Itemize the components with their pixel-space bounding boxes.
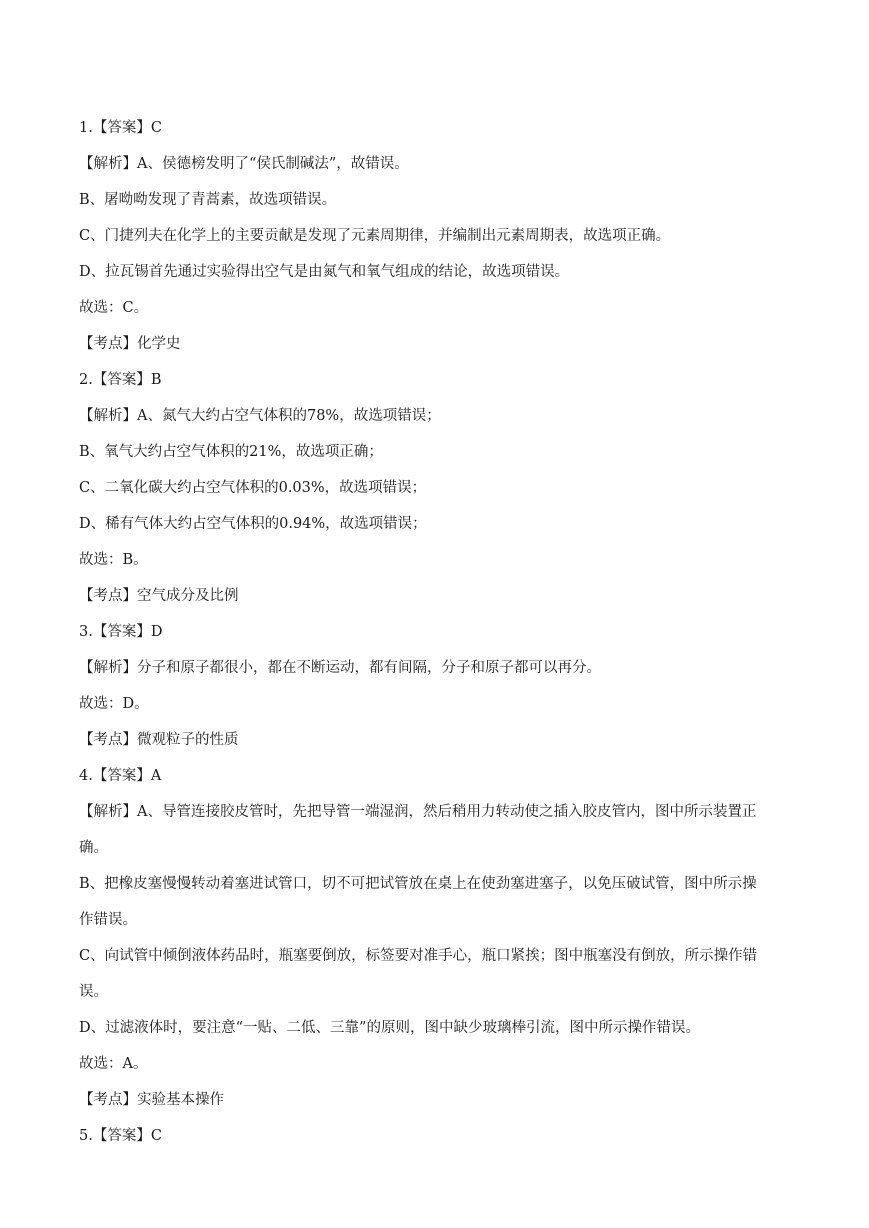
text-line: C、门捷列夫在化学上的主要贡献是发现了元素周期律，并编制出元素周期表，故选项正确。 [79, 228, 671, 244]
text-line: D、拉瓦锡首先通过实验得出空气是由氮气和氧气组成的结论，故选项错误。 [79, 264, 570, 280]
analysis-line: 【解析】A、导管连接胶皮管时，先把导管一端湿润，然后稍用力转动使之插入胶皮管内，图中所示装置正 [79, 804, 757, 820]
topic-line: 【考点】实验基本操作 [79, 1092, 224, 1108]
answer-line: 1.【答案】C [79, 120, 162, 136]
text-line: 误。 [79, 984, 108, 1000]
choice-line: 故选：C。 [79, 300, 149, 316]
topic-line: 【考点】空气成分及比例 [79, 588, 239, 604]
text-line: C、向试管中倾倒液体药品时，瓶塞要倒放，标签要对准手心，瓶口紧挨；图中瓶塞没有倒放，所示操作错 [79, 948, 758, 964]
answer-line: 4.【答案】A [79, 768, 162, 784]
topic-line: 【考点】化学史 [79, 336, 181, 352]
answer-line: 3.【答案】D [79, 624, 163, 640]
analysis-line: 【解析】分子和原子都很小，都在不断运动，都有间隔，分子和原子都可以再分。 [79, 660, 601, 676]
answer-key-content [79, 110, 799, 1154]
text-line: 确。 [79, 840, 108, 856]
analysis-line: 【解析】A、氮气大约占空气体积的78%，故选项错误； [79, 408, 441, 424]
text-line: D、过滤液体时，要注意“一贴、二低、三靠”的原则，图中缺少玻璃棒引流，图中所示操作错误。 [79, 1020, 700, 1036]
answer-line: 2.【答案】B [79, 372, 162, 388]
text-line: B、屠呦呦发现了青蒿素，故选项错误。 [79, 192, 337, 208]
text-line: C、二氧化碳大约占空气体积的0.03%，故选项错误； [79, 480, 427, 496]
answer-line: 5.【答案】C [79, 1128, 162, 1144]
choice-line: 故选：D。 [79, 696, 149, 712]
text-line: 作错误。 [79, 912, 137, 928]
text-line: B、氧气大约占空气体积的21%，故选项正确； [79, 444, 383, 460]
choice-line: 故选：A。 [79, 1056, 148, 1072]
choice-line: 故选：B。 [79, 552, 148, 568]
text-line: D、稀有气体大约占空气体积的0.94%，故选项错误； [79, 516, 427, 532]
text-line: B、把橡皮塞慢慢转动着塞进试管口，切不可把试管放在桌上在使劲塞进塞子，以免压破试管，图中所示操 [79, 876, 757, 892]
analysis-line: 【解析】A、侯德榜发明了“侯氏制碱法”，故错误。 [79, 156, 409, 172]
topic-line: 【考点】微观粒子的性质 [79, 732, 239, 748]
